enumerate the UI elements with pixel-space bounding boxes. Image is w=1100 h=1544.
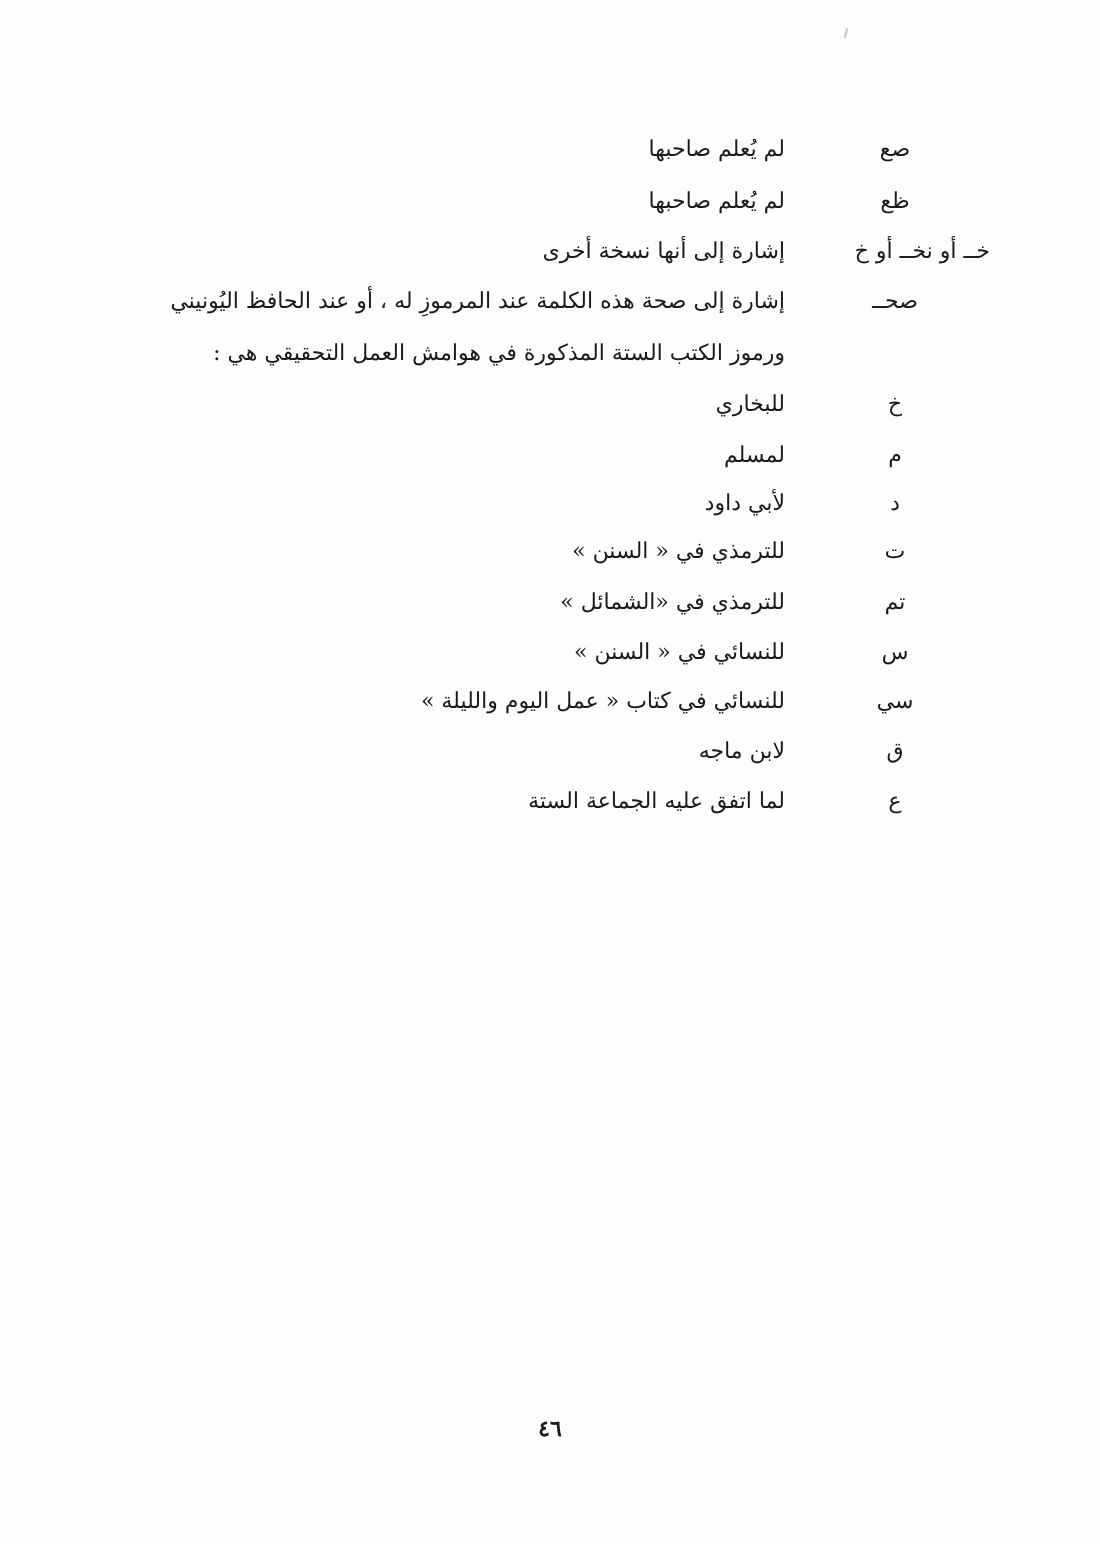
book-symbol-row: [0, 782, 1100, 822]
abbreviation-row: [0, 282, 1100, 322]
book-symbol: ع: [888, 789, 902, 814]
book-symbol: خ: [887, 392, 903, 417]
book-symbol-row: [0, 583, 1100, 623]
book-symbol: م: [888, 443, 902, 468]
book-meaning: لأبي داود: [704, 491, 785, 516]
stray-mark: [844, 28, 849, 38]
abbreviation-row: [0, 130, 1100, 170]
book-symbol: ق: [886, 739, 904, 764]
book-symbol-row: [0, 732, 1100, 772]
abbreviation-meaning: إشارة إلى صحة هذه الكلمة عند المرموزِ له ، أو عند الحافظ اليُونيني: [170, 289, 785, 314]
book-symbol: سي: [876, 689, 914, 714]
book-meaning: لابن ماجه: [698, 739, 785, 764]
book-meaning: لمسلم: [724, 443, 785, 468]
abbreviation-symbol: خــ أو نخــ أو خ: [854, 239, 990, 264]
book-symbol-row: [0, 484, 1100, 524]
abbreviation-symbol: صحــ: [872, 289, 918, 314]
abbreviation-meaning: لم يُعلم صاحبها: [648, 137, 785, 162]
book-meaning: للترمذي في «الشمائل »: [560, 590, 785, 615]
book-symbol-row: [0, 682, 1100, 722]
abbreviation-symbol: ظع: [880, 189, 910, 214]
book-meaning: لما اتفق عليه الجماعة الستة: [528, 789, 785, 814]
abbreviation-row: [0, 232, 1100, 272]
book-symbol: د: [890, 491, 900, 516]
book-meaning: للترمذي في « السنن »: [572, 539, 785, 564]
abbreviation-row: [0, 182, 1100, 222]
book-symbol-row: [0, 532, 1100, 572]
book-symbol: ت: [884, 539, 906, 564]
book-meaning: للنسائي في كتاب « عمل اليوم والليلة »: [420, 689, 785, 714]
book-meaning: للنسائي في « السنن »: [574, 640, 785, 665]
abbreviation-meaning: إشارة إلى أنها نسخة أخرى: [542, 239, 785, 264]
book-symbol-row: [0, 633, 1100, 673]
book-symbol: س: [881, 640, 909, 665]
book-meaning: للبخاري: [715, 392, 785, 417]
book-symbol-row: [0, 436, 1100, 476]
book-symbol: تم: [884, 590, 906, 615]
intro-text: ورموز الكتب الستة المذكورة في هوامش العمل التحقيقي هي :: [213, 341, 785, 366]
page-number: ٤٦: [538, 1416, 562, 1442]
abbreviation-meaning: لم يُعلم صاحبها: [648, 189, 785, 214]
book-symbol-row: [0, 385, 1100, 425]
abbreviation-symbol: صع: [879, 137, 911, 162]
